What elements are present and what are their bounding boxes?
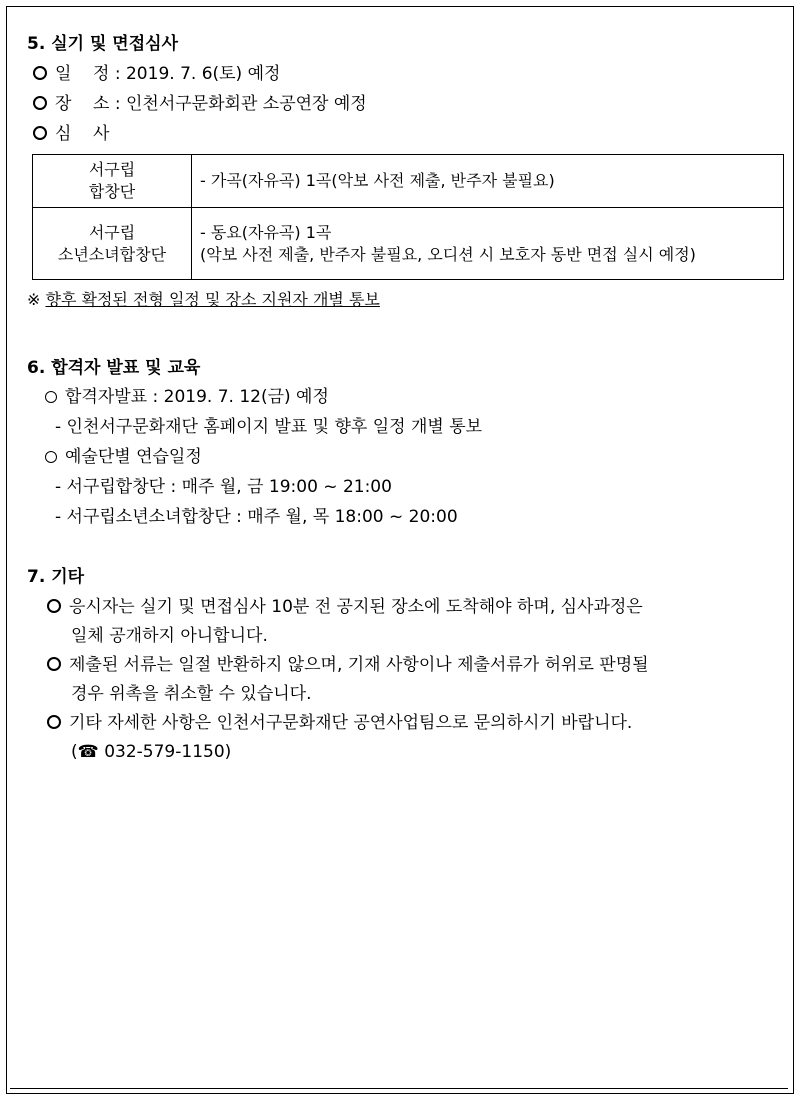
circle-bullet-icon (45, 391, 57, 403)
label-line: 소년소녀합창단 (57, 244, 167, 264)
section-5-title: 5. 실기 및 면접심사 (27, 34, 178, 54)
table-label-cell (33, 155, 192, 208)
item-3-line-1: 기타 자세한 사항은 인천서구문화재단 공연사업팀으로 문의하시기 바랍니다. (69, 713, 633, 733)
document-body (27, 34, 787, 767)
practice-schedule-1: - 서구립합창단 : 매주 월, 금 19:00 ~ 21:00 (55, 477, 392, 497)
notice-text: 향후 확정된 전형 일정 및 장소 지원자 개별 통보 (45, 290, 380, 309)
section-6-title: 6. 합격자 발표 및 교육 (27, 358, 201, 378)
label-line: 서구립 (88, 160, 136, 179)
item-2-line-1: 제출된 서류는 일절 반환하지 않으며, 기재 사항이나 제출서류가 허위로 판명될 (69, 655, 649, 675)
exam-table (32, 154, 784, 280)
section-7 (27, 567, 787, 767)
schedule-text: 일 정 : 2019. 7. 6(토) 예정 (55, 64, 281, 84)
reference-mark: ※ (27, 290, 41, 309)
section-7-title: 7. 기타 (27, 567, 85, 587)
circle-bullet-icon (33, 126, 47, 140)
circle-bullet-icon (47, 715, 61, 729)
notice-line (27, 290, 787, 310)
item-2-line-2: 경우 위촉을 취소할 수 있습니다. (71, 684, 312, 704)
circle-bullet-icon (33, 66, 47, 80)
circle-bullet-icon (45, 451, 57, 463)
announce-text: 합격자발표 : 2019. 7. 12(금) 예정 (65, 387, 329, 407)
item-1-line-1: 응시자는 실기 및 면접심사 10분 전 공지된 장소에 도착해야 하며, 심사과정은 (69, 597, 643, 617)
circle-bullet-icon (47, 599, 61, 613)
label-line: 서구립 (88, 222, 136, 242)
item-3 (27, 709, 787, 767)
practice-line (27, 447, 787, 467)
place-text: 장 소 : 인천서구문화회관 소공연장 예정 (55, 94, 367, 114)
item-1-line-2: 일체 공개하지 아니합니다. (71, 626, 268, 646)
value-line: (악보 사전 제출, 반주자 불필요, 오디션 시 보호자 동반 면접 실시 예정) (200, 244, 696, 264)
item-2 (27, 651, 787, 709)
practice-schedule-2: - 서구립소년소녀합창단 : 매주 월, 목 18:00 ~ 20:00 (55, 507, 458, 527)
exam-text: 심 사 (55, 124, 110, 144)
section-6 (27, 358, 787, 527)
section-5 (27, 34, 787, 310)
exam-line (27, 124, 787, 144)
table-label-cell (33, 208, 192, 280)
table-row (33, 208, 784, 280)
label-line: 합창단 (88, 182, 136, 201)
bottom-rule (10, 1088, 788, 1089)
table-value-cell (192, 155, 784, 208)
place-line (27, 94, 787, 114)
item-1 (27, 593, 787, 651)
contact-phone: (☎ 032-579-1150) (71, 742, 232, 762)
announce-detail: - 인천서구문화재단 홈페이지 발표 및 향후 일정 개별 통보 (55, 417, 483, 437)
practice-text: 예술단별 연습일정 (65, 447, 202, 467)
table-row (33, 155, 784, 208)
announce-line (27, 387, 787, 407)
schedule-line (27, 64, 787, 84)
circle-bullet-icon (47, 657, 61, 671)
circle-bullet-icon (33, 96, 47, 110)
value-line: - 동요(자유곡) 1곡 (200, 222, 332, 242)
value-line: - 가곡(자유곡) 1곡(악보 사전 제출, 반주자 불필요) (200, 171, 555, 190)
table-value-cell (192, 208, 784, 280)
